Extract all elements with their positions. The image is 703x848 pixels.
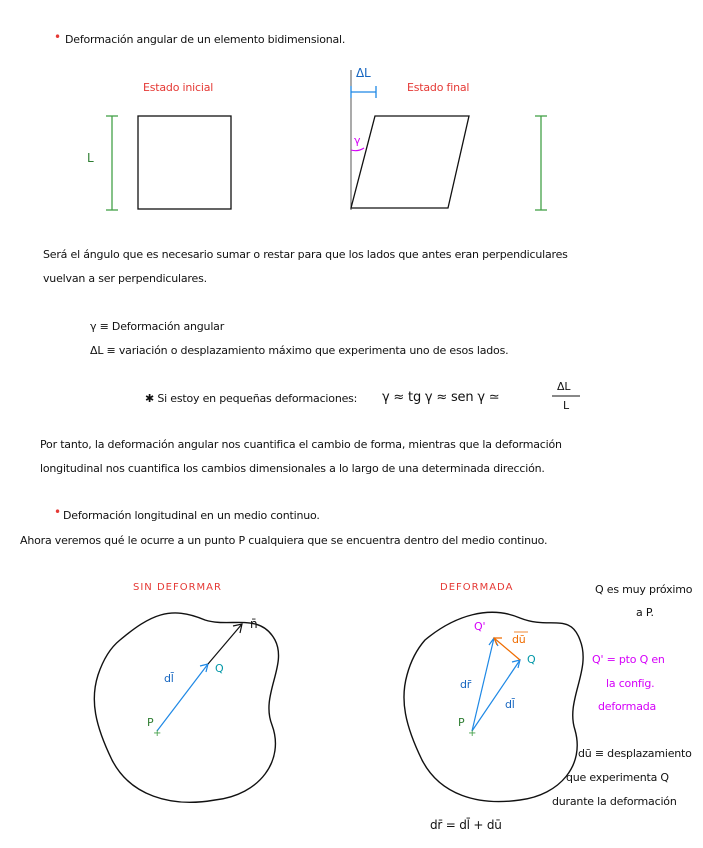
point-P-right: + [468,728,477,739]
note-Q-close-line-1: Q es muy próximo [595,583,693,596]
small-deformations-note: ✱ Si estoy en pequeñas deformaciones: [145,392,358,405]
Qprime-label: Q' [474,620,486,633]
small-deformations-formula: γ ≈ tg γ ≈ sen γ ≃ [382,390,500,405]
formula-numerator: ΔL [557,380,571,393]
L-bracket-right [535,116,547,210]
dl-label-right: dl̄ [505,698,515,711]
dl-vector-right [472,660,520,731]
formula-denominator: L [563,399,569,412]
deformed-parallelogram [351,116,469,208]
bullet-1: • [54,30,61,44]
description-line-2: vuelvan a ser perpendiculares. [43,272,207,285]
conclusion-line-1: Por tanto, la deformación angular nos cuantifica el cambio de forma, mientras que la deformación [40,438,562,451]
bullet-2: • [54,505,61,519]
note-Qprime-line-2: la config. [606,677,655,690]
P-label-left: P [147,716,154,729]
dl-vector-left [157,664,208,731]
deltaL-definition: ΔL ≡ variación o desplazamiento máximo que experimenta uno de esos lados. [90,344,509,357]
Q-label-left: Q [215,662,224,675]
note-du-line-1: dū ≡ desplazamiento [578,747,692,760]
gamma-angle-label: γ [354,134,361,147]
section1-title: Deformación angular de un elemento bidimensional. [65,33,346,46]
normal-vector [208,624,242,664]
initial-state-label: Estado inicial [143,81,214,94]
du-vector [494,638,520,660]
point-P-left: + [153,728,162,739]
deltaL-bracket [351,86,376,98]
description-line-1: Será el ángulo que es necesario sumar o restar para que los lados que antes eran perpendiculares [43,248,568,261]
P-label-right: P [458,716,465,729]
section2-intro: Ahora veremos qué le ocurre a un punto P cualquiera que se encuentra dentro del medio continuo. [20,534,548,547]
dr-vector [472,638,494,731]
final-state-label: Estado final [407,81,470,94]
note-Q-close-line-2: a P. [636,606,654,619]
L-label: L [87,151,94,165]
note-Qprime-line-3: deformada [598,700,657,713]
note-du-line-2: que experimenta Q [566,771,669,784]
L-bracket-left [106,116,118,210]
Q-label-right: Q [527,653,536,666]
undeformed-label: SIN DEFORMAR [133,582,222,593]
initial-square [138,116,231,209]
note-du-line-3: durante la deformación [552,795,677,808]
dr-label: dr̄ [460,678,472,691]
section2-title: Deformación longitudinal en un medio continuo. [63,509,320,522]
note-Qprime-line-1: Q' = pto Q en [592,653,665,666]
conclusion-line-2: longitudinal nos cuantifica los cambios dimensionales a lo largo de una determinada dirección. [40,462,545,475]
dl-label-left: dl̄ [164,672,174,685]
vector-equation: dr̄ = dl̄ + dū [430,818,502,832]
gamma-angle-arc [351,148,364,151]
du-label: dū [512,633,526,646]
undeformed-body [94,613,278,802]
deltaL-label: ΔL [356,66,371,80]
gamma-definition: γ ≡ Deformación angular [90,320,225,333]
deformed-label: DEFORMADA [440,582,514,593]
normal-vector-label: n̄ [250,617,258,631]
